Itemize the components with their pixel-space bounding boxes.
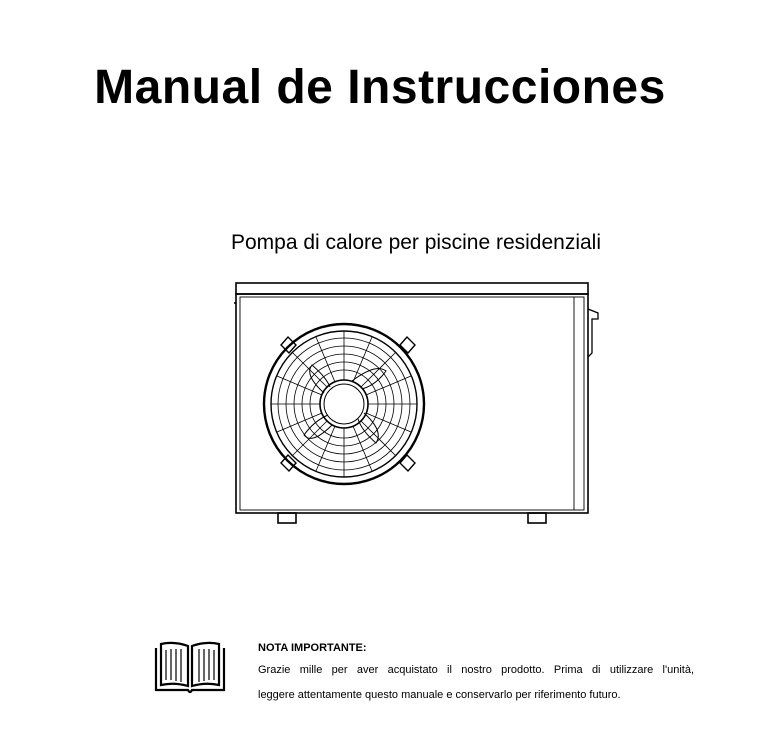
open-book-icon xyxy=(152,638,228,698)
note-line-2: leggere attentamente questo manuale e conservarlo per riferimento futuro. xyxy=(258,689,621,701)
document-subtitle: Pompa di calore per piscine residenziali xyxy=(230,231,602,254)
document-title: Manual de Instrucciones xyxy=(94,61,666,114)
important-note xyxy=(258,641,698,713)
heat-pump-unit-icon xyxy=(226,275,606,535)
note-line-1: Grazie mille per aver acquistato il nostro prodotto. Prima di utilizzare l'unità, xyxy=(258,664,694,676)
note-heading: NOTA IMPORTANTE: xyxy=(258,642,367,654)
